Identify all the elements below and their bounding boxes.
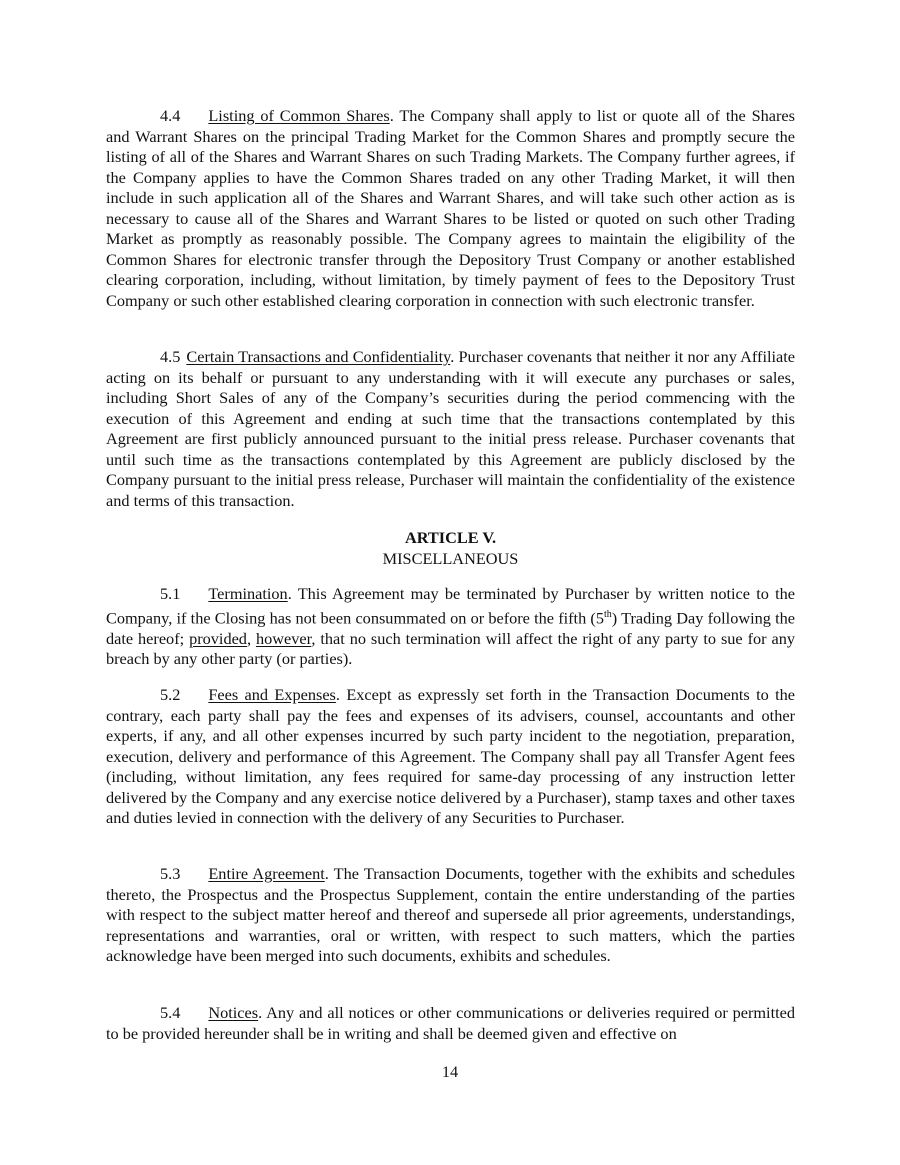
page-number: 14 [441,1062,459,1081]
comma: , [246,628,256,648]
section-number: 5.4 [160,1003,181,1022]
section-5-4 [106,1003,795,1044]
section-body: . Except as expressly set forth in the Transaction Documents to the contrary, each party shall pay the fees and expenses of its advisers, counsel, accountants and other experts, if any, and all other expenses incurred by such party incident to the negotiation, preparation, execution, delivery and performance of this Agreement. The Company shall pay all Transfer Agent fees (including, without limitation, any fees required for same-day processing of any instruction letter delivered by the Company and any exercise notice delivered by a Purchaser), stamp taxes and other taxes and duties levied in connection with the delivery of any Securities to Purchaser. [106,685,796,828]
section-5-3 [106,864,795,967]
section-body: . Purchaser covenants that neither it nor any Affiliate acting on its behalf or pursuant to any understanding with it will execute any purchases or sales, including Short Sales of any of the Company’s securities during the period commencing with the execution of this Agreement and ending at such time that the transactions contemplated by this Agreement are first publicly announced pursuant to the initial press release. Purchaser covenants that until such time as the transactions contemplated by this Agreement are publicly disclosed by the Company pursuant to the initial press release, Purchaser will maintain the confidentiality of the existence and terms of this transaction. [106,347,796,510]
article-subtitle: MISCELLANEOUS [382,548,519,568]
section-heading: Certain Transactions and Confidentiality [186,347,451,366]
article-heading [106,528,795,569]
section-number: 5.3 [160,864,181,883]
section-heading: Listing of Common Shares [208,106,390,125]
article-title: ARTICLE V. [404,528,497,547]
section-4-5 [106,347,795,511]
section-5-1 [106,584,795,670]
section-body-part-c: , that no such termination will affect the right of any party to sue for any breach by any other party (or parties). [106,628,796,669]
section-5-2 [106,685,795,829]
section-body: . The Company shall apply to list or quote all of the Shares and Warrant Shares on the principal Trading Market for the Common Shares and promptly secure the listing of all of the Shares and Warrant Shares on such Trading Markets. The Company further agrees, if the Company applies to have the Common Shares traded on any other Trading Market, it will then include in such application all of the Shares and Warrant Shares, and will take such other action as is necessary to cause all of the Shares and Warrant Shares to be listed or quoted on such other Trading Market as promptly as reasonably possible. The Company agrees to maintain the eligibility of the Common Shares for electronic transfer through the Depository Trust Company or another established clearing corporation, including, without limitation, by timely payment of fees to the Depository Trust Company or such other established clearing corporation in connection with such electronic transfer. [106,106,795,310]
section-body-part-b: ) Trading Day following the date hereof; [106,607,795,648]
section-heading: Notices [208,1003,259,1022]
section-number: 4.5 [160,347,181,366]
provided-term: provided [189,628,247,648]
section-body: . Any and all notices or other communications or deliveries required or permitted to be provided hereunder shall be in writing and shall be deemed given and effective on [106,1003,795,1043]
section-number: 5.2 [160,685,181,704]
section-heading: Fees and Expenses [208,685,336,704]
section-number: 5.1 [160,584,181,603]
section-body-part-a: . This Agreement may be terminated by Purchaser by written notice to the Company, if the Closing has not been consummated on or before the fifth (5 [106,584,795,627]
section-heading: Entire Agreement [208,864,325,883]
ordinal-superscript: th [604,608,612,620]
however-term: however [255,628,312,648]
section-body: . The Transaction Documents, together with the exhibits and schedules thereto, the Prospectus and the Prospectus Supplement, contain the entire understanding of the parties with respect to the subject matter hereof and thereof and supersede all prior agreements, understandings, representations and warranties, oral or written, with respect to such matters, which the parties acknowledge have been merged into such documents, exhibits and schedules. [106,864,795,966]
section-4-4 [106,106,795,311]
section-heading: Termination [208,584,288,603]
section-number: 4.4 [160,106,181,125]
